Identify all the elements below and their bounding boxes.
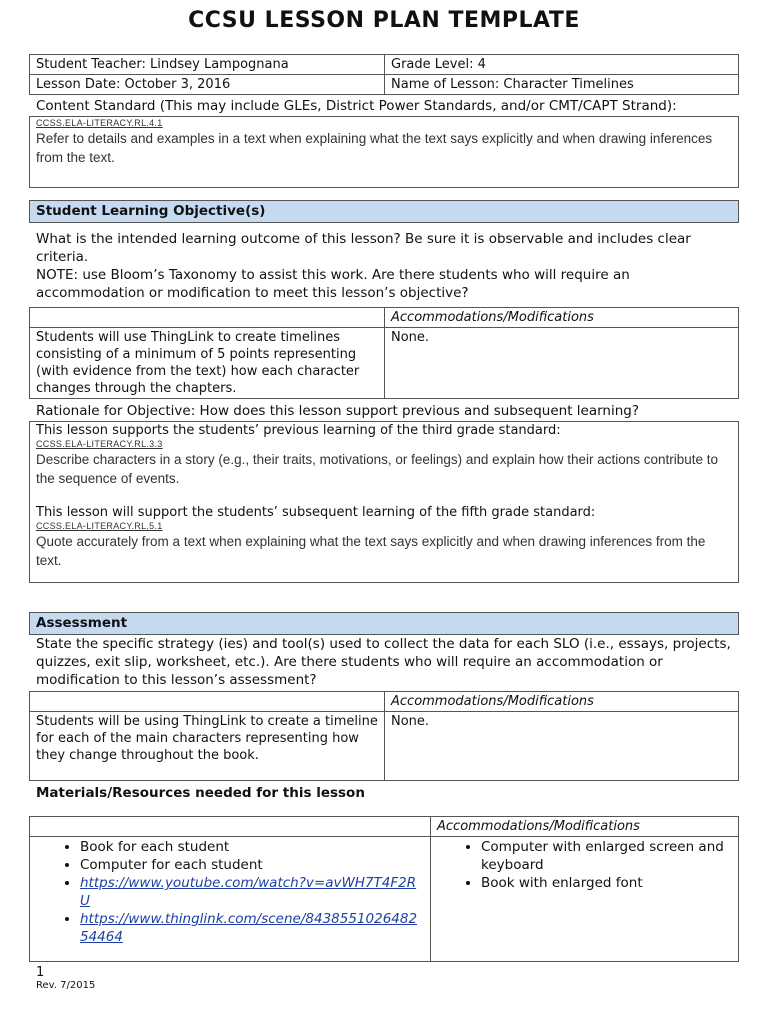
- rationale-prev-code[interactable]: CCSS.ELA-LITERACY.RL.3.3: [36, 439, 163, 449]
- list-item-youtube[interactable]: [80, 874, 424, 910]
- standard-code[interactable]: CCSS.ELA-LITERACY.RL.4.1: [36, 118, 163, 128]
- list-item-thinglink[interactable]: [80, 910, 424, 946]
- grade-level: Grade Level: 4: [385, 55, 739, 75]
- rationale-box: [29, 421, 739, 583]
- slo-blank-header: [30, 308, 385, 328]
- materials-blank-header: [30, 817, 431, 837]
- assessment-strategy: Students will be using ThingLink to create a timeline for each of the main characters representing how they change throughout the book.: [30, 712, 385, 781]
- assessment-accom: None.: [385, 712, 739, 781]
- list-item: • Book with enlarged font: [481, 874, 732, 892]
- lesson-date: Lesson Date: October 3, 2016: [30, 75, 385, 95]
- revision-note: Rev. 7/2015: [36, 980, 96, 991]
- slo-table: [29, 307, 739, 399]
- slo-prompt-outcome: What is the intended learning outcome of this lesson? Be sure it is observable and includes clear criteria.: [36, 231, 691, 265]
- slo-prompt-note: NOTE: use Bloom’s Taxonomy to assist this work. Are there students who will require an accommodation or modification to meet this lesson’s objective?: [36, 267, 630, 301]
- rationale-prompt: Rationale for Objective: How does this lesson support previous and subsequent learning?: [36, 403, 640, 419]
- materials-table: [29, 816, 739, 962]
- standard-text: Refer to details and examples in a text when explaining what the text says explicitly and when drawing inferences from the text.: [36, 131, 713, 165]
- materials-list-cell: [30, 837, 431, 962]
- materials-accom-header: Accommodations/Modifications: [431, 817, 739, 837]
- slo-prompt: [36, 230, 736, 302]
- assessment-prompt: State the specific strategy (ies) and tool(s) used to collect the data for each SLO (i.e., essays, projects, quizzes, exit slip, worksheet, etc.). Are there students who will require an accommodation or modification to this lesson’s assessment?: [36, 636, 731, 688]
- slo-accom-header: Accommodations/Modifications: [385, 308, 739, 328]
- list-item: • Computer for each student: [80, 856, 424, 874]
- rationale-prev-intro: This lesson supports the students’ previous learning of the third grade standard:: [36, 423, 561, 438]
- materials-header: Materials/Resources needed for this lesson: [36, 785, 365, 801]
- assessment-table: [29, 691, 739, 781]
- youtube-link[interactable]: https://www.youtube.com/watch?v=avWH7T4F2RU: [80, 875, 417, 909]
- list-item: • Book for each student: [80, 838, 424, 856]
- rationale-next-text: Quote accurately from a text when explaining what the text says explicitly and when drawing inferences from the text.: [36, 534, 706, 568]
- materials-list: [36, 838, 424, 946]
- assessment-blank-header: [30, 692, 385, 712]
- student-teacher: Student Teacher: Lindsey Lampognana: [30, 55, 385, 75]
- page-number: 1: [36, 965, 45, 980]
- slo-accom: None.: [385, 328, 739, 399]
- content-standard-prompt: Content Standard (This may include GLEs, District Power Standards, and/or CMT/CAPT Strand):: [36, 98, 677, 114]
- page-title: CCSU LESSON PLAN TEMPLATE: [188, 8, 580, 33]
- materials-accom-cell: [431, 837, 739, 962]
- rationale-next-intro: This lesson will support the students’ subsequent learning of the fifth grade standard:: [36, 505, 596, 520]
- lesson-name: Name of Lesson: Character Timelines: [385, 75, 739, 95]
- thinglink-link[interactable]: https://www.thinglink.com/scene/843855102648254464: [80, 911, 418, 945]
- slo-objective: Students will use ThingLink to create timelines consisting of a minimum of 5 points representing (with evidence from the text) how each character changes through the chapters.: [30, 328, 385, 399]
- list-item: • Computer with enlarged screen and keyboard: [481, 838, 732, 874]
- content-standard-box: [29, 116, 739, 188]
- slo-header: Student Learning Objective(s): [29, 200, 739, 223]
- assessment-header: Assessment: [29, 612, 739, 635]
- assessment-accom-header: Accommodations/Modifications: [385, 692, 739, 712]
- lesson-info-table: [29, 54, 739, 95]
- rationale-prev-text: Describe characters in a story (e.g., their traits, motivations, or feelings) and explain how their actions contribute to the sequence of events.: [36, 452, 719, 486]
- materials-accom-list: [437, 838, 732, 892]
- rationale-next-code[interactable]: CCSS.ELA-LITERACY.RL.5.1: [36, 521, 163, 531]
